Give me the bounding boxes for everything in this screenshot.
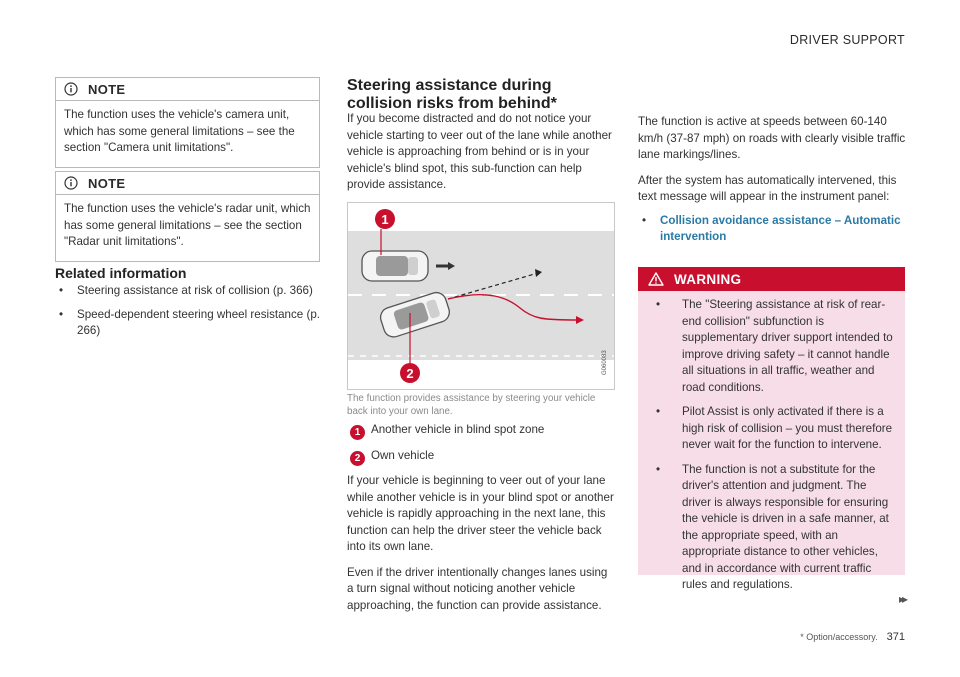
- paragraph: The function is active at speeds between 60-140 km/h (37-87 mph) on roads with clearly visible traffic lane markings/lines.: [638, 115, 906, 161]
- page-number: 371: [886, 631, 905, 643]
- note-text: The function uses the vehicle's camera unit, which has some general limitations – see the section "Camera unit limitations".: [64, 108, 295, 154]
- callout-badge: 2: [350, 451, 365, 466]
- other-vehicle: [362, 251, 428, 281]
- warning-item-text: The function is not a substitute for the driver's attention and judgment. The driver is always responsible for ensuring the vehicle is driven in a safe manner, at the appropriate speed, with an appropriate distance to other vehicles, and in accordance with current traffic rules and regulations.: [682, 462, 889, 591]
- warning-item-text: Pilot Assist is only activated if there is a high risk of collision – you must therefore never wait for the function to intervene.: [682, 405, 893, 451]
- warning-item: • The function is not a substitute for the driver's attention and judgment. The driver is always responsible for ensuring the vehicle is driven in a safe manner, at the appropriate speed, with an appropriate distance to other vehicles, and in accordance with current traffic rules and regulations.: [646, 462, 895, 594]
- info-icon: [64, 82, 78, 96]
- callout-label: Another vehicle in blind spot zone: [371, 423, 545, 436]
- callout-number: 2: [406, 366, 414, 381]
- note-text: The function uses the vehicle's radar unit, which has some general limitations – see the section "Radar unit limitations".: [64, 202, 311, 248]
- figure-code: G060083: [602, 350, 608, 375]
- paragraph: Even if the driver intentionally changes lanes using a turn signal without noticing another vehicle approaching, the function can provide assistance.: [347, 565, 608, 612]
- related-item[interactable]: • Speed-dependent steering wheel resistance (p. 266): [55, 307, 320, 340]
- body-text-right: [638, 77, 906, 253]
- warning-title: WARNING: [674, 271, 742, 287]
- warning-item: • The "Steering assistance at risk of rear-end collision" subfunction is supplementary driver support intended to improve driving safety – it cannot handle all situations in all traffic, weather and road conditions.: [646, 297, 895, 396]
- page-title: Steering assistance during collision risks from behind*: [347, 77, 557, 112]
- related-heading: Related information: [55, 265, 187, 281]
- intro-paragraph: If you become distracted and do not notice your vehicle starting to veer out of the lane while another vehicle is approaching from behind or is in your vehicle's blind spot, this sub-function can help provide assistance.: [347, 112, 612, 191]
- road-diagram: [348, 203, 614, 389]
- instrument-message: Collision avoidance assistance – Automatic intervention: [660, 213, 901, 243]
- warning-item: • Pilot Assist is only activated if there is a high risk of collision – you must therefore never wait for the function to intervene.: [646, 404, 895, 454]
- warning-box: [638, 267, 905, 591]
- callout-item-1: [350, 422, 612, 440]
- note-box-radar: [55, 171, 320, 262]
- body-text-middle: [347, 473, 615, 614]
- callout-label: Own vehicle: [371, 449, 435, 462]
- figure-caption: The function provides assistance by steering your vehicle back into your own lane.: [347, 393, 596, 417]
- note-title: NOTE: [88, 175, 126, 191]
- warning-list: [638, 291, 905, 611]
- note-box-camera: [55, 77, 320, 168]
- related-item-label[interactable]: Speed-dependent steering wheel resistance (p. 266): [77, 307, 320, 337]
- related-item[interactable]: • Steering assistance at risk of collision (p. 366): [55, 283, 320, 300]
- list-item: • Collision avoidance assistance – Automatic intervention: [638, 213, 906, 246]
- callout-badge: 1: [350, 425, 365, 440]
- warning-item-text: The "Steering assistance at risk of rear-end collision" subfunction is supplementary driver support intended to improve driving safety – it cannot handle all situations in all traffic, weather and road conditions.: [682, 298, 893, 394]
- paragraph: After the system has automatically intervened, this text message will appear in the instrument panel:: [638, 173, 897, 203]
- related-item-label[interactable]: Steering assistance at risk of collision (p. 366): [77, 284, 313, 297]
- message-list: [638, 213, 906, 246]
- callout-item-2: [350, 448, 612, 466]
- related-list: [55, 283, 320, 347]
- note-header: [56, 172, 319, 195]
- note-header: [56, 78, 319, 101]
- option-footnote: * Option/accessory.: [800, 632, 878, 642]
- info-icon: [64, 176, 78, 190]
- warning-header: [638, 267, 905, 291]
- callout-number: 1: [381, 212, 389, 227]
- page-footer: [800, 631, 905, 643]
- section-header: DRIVER SUPPORT: [789, 33, 905, 47]
- warning-icon: [648, 272, 664, 286]
- figure-illustration: [347, 202, 615, 390]
- paragraph: If your vehicle is beginning to veer out of your lane while another vehicle is in your blind spot or another vehicle is rapidly approaching in the next lane, this function can help the driver steer the vehicle back into its own lane.: [347, 474, 614, 553]
- next-page-icon[interactable]: ▸▸: [898, 592, 905, 606]
- note-title: NOTE: [88, 81, 126, 97]
